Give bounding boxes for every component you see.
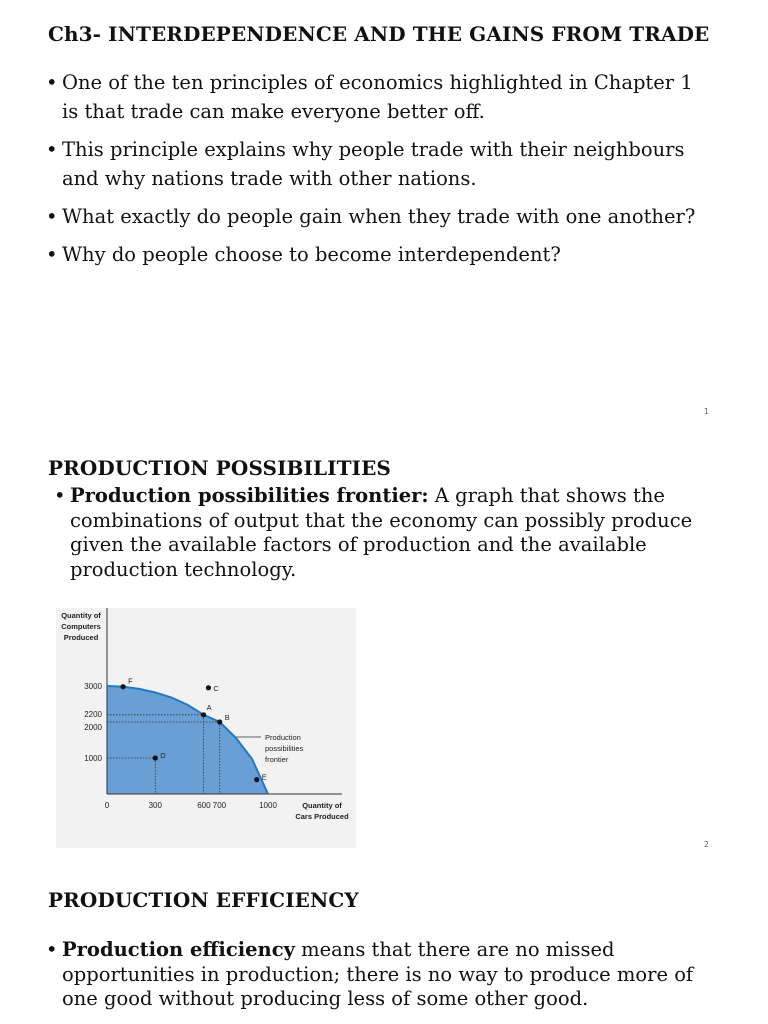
point-label-f: F [128, 676, 133, 686]
bullet-item [46, 938, 726, 1012]
bullet-list [46, 938, 726, 1012]
bullet-item [46, 68, 706, 126]
page-number: 1 [703, 407, 709, 416]
point-label-e: E [261, 772, 267, 782]
point-label-b: B [224, 713, 230, 722]
point-e [254, 777, 259, 782]
y-axis-label: Produced [63, 633, 99, 642]
x-tick-label: 0 [104, 801, 110, 810]
ppf-chart [56, 608, 356, 848]
bullet-icon: • [46, 71, 58, 94]
y-tick-label: 2200 [84, 709, 102, 719]
definition-text: A graph that shows the combinations of output that the economy can possibly produce given the available factors of production and the available production technology. [70, 484, 693, 581]
y-axis-label: Quantity of [61, 611, 101, 620]
page-number: 2 [703, 840, 709, 849]
bullet-text: One of the ten principles of economics highlighted in Chapter 1 is that trade can make everyone better off. [62, 71, 693, 123]
point-label-a: A [206, 702, 212, 712]
point-c [206, 685, 211, 690]
definition-term: Production possibilities frontier: [70, 484, 429, 507]
y-tick-label: 1000 [84, 754, 102, 763]
bullet-icon: • [46, 938, 58, 961]
point-b [217, 719, 222, 724]
slide-1 [0, 0, 768, 430]
slide-title: Ch3- INTERDEPENDENCE AND THE GAINS FROM TRADE [48, 22, 710, 46]
bullet-text: Why do people choose to become interdependent? [62, 243, 561, 266]
definition-text: means that there are no missed opportunities in production; there is no way to produce more of one good without producing less of some other good. [62, 938, 694, 1010]
bullet-list [46, 68, 706, 278]
annotation-label: Production [265, 733, 301, 742]
slide-2 [0, 434, 768, 864]
bullet-icon: • [46, 138, 58, 161]
bullet-item [46, 202, 706, 231]
bullet-item [46, 240, 706, 269]
bullet-list [54, 484, 714, 582]
slide-title: PRODUCTION POSSIBILITIES [48, 456, 391, 480]
bullet-icon: • [54, 484, 66, 507]
definition-term: Production efficiency [62, 938, 295, 961]
bullet-icon: • [46, 205, 58, 228]
slide-title: PRODUCTION EFFICIENCY [48, 888, 359, 912]
x-tick-label: 1000 [259, 801, 277, 810]
annotation-label: possibilities [265, 744, 304, 753]
point-f [121, 684, 126, 689]
bullet-text: This principle explains why people trade with their neighbours and why nations trade with other nations. [62, 138, 685, 190]
x-tick-label: 600 700 [197, 801, 227, 810]
x-axis-label: Quantity of [302, 801, 342, 810]
point-a [201, 712, 206, 717]
annotation-label: frontier [265, 755, 289, 764]
bullet-icon: • [46, 243, 58, 266]
point-label-c: C [213, 683, 219, 693]
bullet-item [54, 484, 714, 582]
y-axis-label: Computers [61, 622, 101, 631]
x-axis-label: Cars Produced [295, 812, 349, 821]
bullet-item [46, 135, 706, 193]
y-tick-label: 3000 [84, 682, 102, 691]
point-label-d: D [160, 751, 166, 760]
y-tick-label: 2000 [84, 723, 102, 732]
bullet-text: What exactly do people gain when they trade with one another? [62, 205, 696, 228]
point-d [153, 755, 158, 760]
slide-3 [0, 868, 768, 1024]
x-tick-label: 300 [148, 801, 162, 810]
